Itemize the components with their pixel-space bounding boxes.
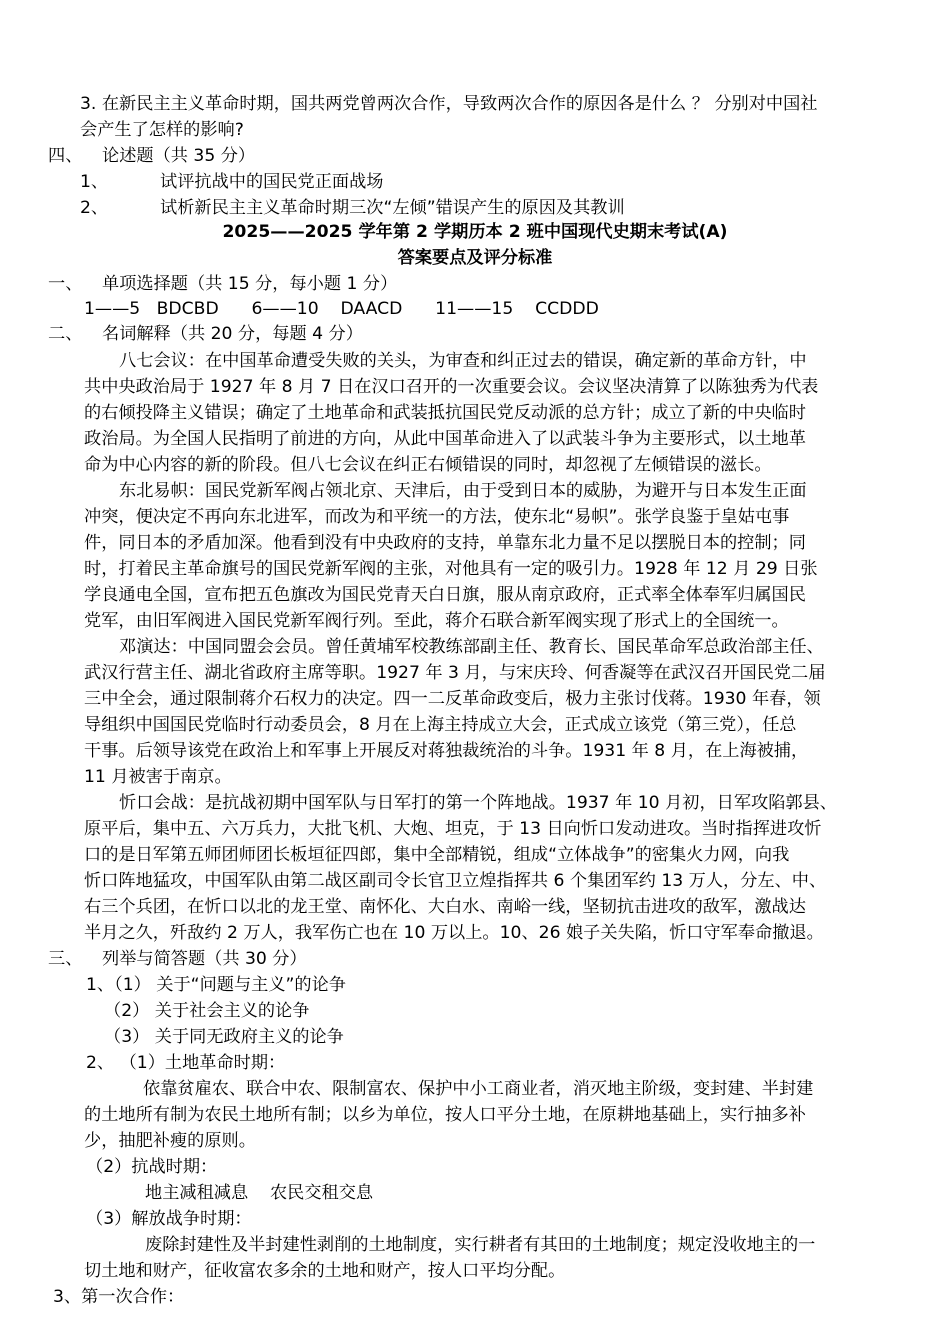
- answer-title: 2025——2025 学年第 2 学期历本 2 班中国现代史期末考试(A): [222, 222, 728, 242]
- term-line: 忻口会战：是抗战初期中国军队与日军打的第一个阵地战。1937 年 10 月初，日军攻陷郭县、: [119, 793, 837, 813]
- section4-heading: 论述题（共 35 分）: [102, 146, 256, 166]
- term-line: 原平后，集中五、六万兵力，大批飞机、大炮、坦克，于 13 日向忻口发动进攻。当时指挥进攻忻: [84, 819, 822, 839]
- answer-section2-number: 二、: [48, 324, 83, 344]
- answer-3-2-sub3-text1: 废除封建性及半封建性剥削的土地制度，实行耕者有其田的土地制度；规定没收地主的一: [145, 1235, 816, 1255]
- answer-3-3-line: 3、第一次合作：: [53, 1287, 185, 1307]
- term-line: 东北易帜：国民党新军阀占领北京、天津后，由于受到日本的威胁，为避开与日本发生正面: [119, 481, 807, 501]
- term-line: 邓演达：中国同盟会会员。曾任黄埔军校教练部副主任、教育长、国民革命军总政治部主任、: [119, 637, 824, 657]
- section4-number: 四、: [48, 146, 83, 166]
- answer-3-1-line1: 1、（1） 关于“问题与主义”的论争: [86, 975, 346, 995]
- answer-3-2-text1: 依靠贫雇农、联合中农、限制富农、保护中小工商业者，消灭地主阶级，变封建、半封建: [143, 1079, 814, 1099]
- question-3-line1: 3. 在新民主主义革命时期，国共两党曾两次合作，导致两次合作的原因各是什么 ？ 分别对中国社: [80, 94, 818, 114]
- term-line: 口的是日军第五师团师团长板垣征四郎，集中全部精锐，组成“立体战争”的密集火力网，向我: [84, 845, 790, 865]
- term-line: 干事。后领导该党在政治上和军事上开展反对蒋独裁统治的斗争。1931 年 8 月，在上海被捕，: [84, 741, 809, 761]
- term-line: 武汉行营主任、湖北省政府主席等职。1927 年 3 月，与宋庆玲、何香凝等在武汉召开国民党二届: [84, 663, 826, 683]
- answer-section3-heading: 列举与简答题（共 30 分）: [102, 949, 307, 969]
- answer-3-2-sub3-text2: 切土地和财产，征收富农多余的土地和财产，按人口平均分配。: [84, 1261, 566, 1281]
- term-line: 命为中心内容的新的阶段。但八七会议在纠正右倾错误的同时，却忽视了左倾错误的滋长。: [84, 455, 772, 475]
- section4-q2-text: 试析新民主主义革命时期三次“左倾”错误产生的原因及其教训: [160, 198, 625, 218]
- term-line: 学良通电全国，宣布把五色旗改为国民党青天白日旗，服从南京政府，正式率全体奉军归属国民: [84, 585, 806, 605]
- answer-3-2-text3: 少，抽肥补瘦的原则。: [84, 1131, 256, 1151]
- term-line: 忻口阵地猛攻，中国军队由第二战区副司令长官卫立煌指挥共 6 个集团军约 13 万人，分左、中、: [84, 871, 827, 891]
- term-line: 导组织中国国民党临时行动委员会，8 月在上海主持成立大会，正式成立该党（第三党），任总: [84, 715, 797, 735]
- term-line: 件，同日本的矛盾加深。他看到没有中央政府的支持，单靠东北力量不足以摆脱日本的控制；同: [84, 533, 806, 553]
- section4-q1-number: 1、: [80, 172, 109, 192]
- term-line: 时，打着民主革命旗号的国民党新军阀的主张，对他具有一定的吸引力。1928 年 12 月 29 日张: [84, 559, 818, 579]
- answer-subtitle: 答案要点及评分标准: [397, 248, 553, 268]
- term-line: 三中全会，通过限制蒋介石权力的决定。四一二反革命政变后，极力主张讨伐蒋。1930 年春，领: [84, 689, 821, 709]
- term-line: 八七会议：在中国革命遭受失败的关头，为审查和纠正过去的错误，确定新的革命方针，中: [119, 351, 807, 371]
- question-3-line2: 会产生了怎样的影响?: [80, 120, 244, 140]
- answer-section3-number: 三、: [48, 949, 83, 969]
- term-line: 共中央政治局于 1927 年 8 月 7 日在汉口召开的一次重要会议。会议坚决清算了以陈独秀为代表: [84, 377, 819, 397]
- section4-q2-number: 2、: [80, 198, 109, 218]
- answer-section2-heading: 名词解释（共 20 分，每题 4 分）: [102, 324, 363, 344]
- answer-3-2-line1: 2、 （1）土地革命时期：: [86, 1053, 286, 1073]
- term-line: 党军，由旧军阀进入国民党新军阀行列。至此，蒋介石联合新军阀实现了形式上的全国统一。: [84, 611, 789, 631]
- section4-q1-text: 试评抗战中的国民党正面战场: [160, 172, 384, 192]
- answer-3-2-sub3: （3）解放战争时期：: [86, 1209, 252, 1229]
- answer-3-2-sub2: （2）抗战时期：: [86, 1157, 218, 1177]
- answer-3-1-line3: （3） 关于同无政府主义的论争: [104, 1027, 344, 1047]
- term-line: 冲突，便决定不再向东北进军，而改为和平统一的方法，使东北“易帜”。张学良鉴于皇姑屯事: [84, 507, 790, 527]
- answer-choice-key: 1——5 BDCBD 6——10 DAACD 11——15 CCDDD: [84, 299, 599, 319]
- answer-section1-number: 一、: [48, 274, 83, 294]
- answer-section1-heading: 单项选择题（共 15 分，每小题 1 分）: [102, 274, 398, 294]
- term-line: 的右倾投降主义错误；确定了土地革命和武装抵抗国民党反动派的总方针；成立了新的中央临时: [84, 403, 806, 423]
- term-line: 右三个兵团，在忻口以北的龙王堂、南怀化、大白水、南峪一线，坚韧抗击进攻的敌军，激战达: [84, 897, 806, 917]
- answer-3-1-line2: （2） 关于社会主义的论争: [104, 1001, 310, 1021]
- answer-3-2-sub2-text: 地主减租减息 农民交租交息: [145, 1183, 374, 1203]
- term-line: 11 月被害于南京。: [84, 767, 232, 787]
- term-line: 半月之久，歼敌约 2 万人，我军伤亡也在 10 万以上。10、26 娘子关失陷，忻口守军奉命撤退。: [84, 923, 824, 943]
- answer-3-2-text2: 的土地所有制为农民土地所有制；以乡为单位，按人口平分土地，在原耕地基础上，实行抽多补: [84, 1105, 806, 1125]
- term-line: 政治局。为全国人民指明了前进的方向，从此中国革命进入了以武装斗争为主要形式，以土地革: [84, 429, 806, 449]
